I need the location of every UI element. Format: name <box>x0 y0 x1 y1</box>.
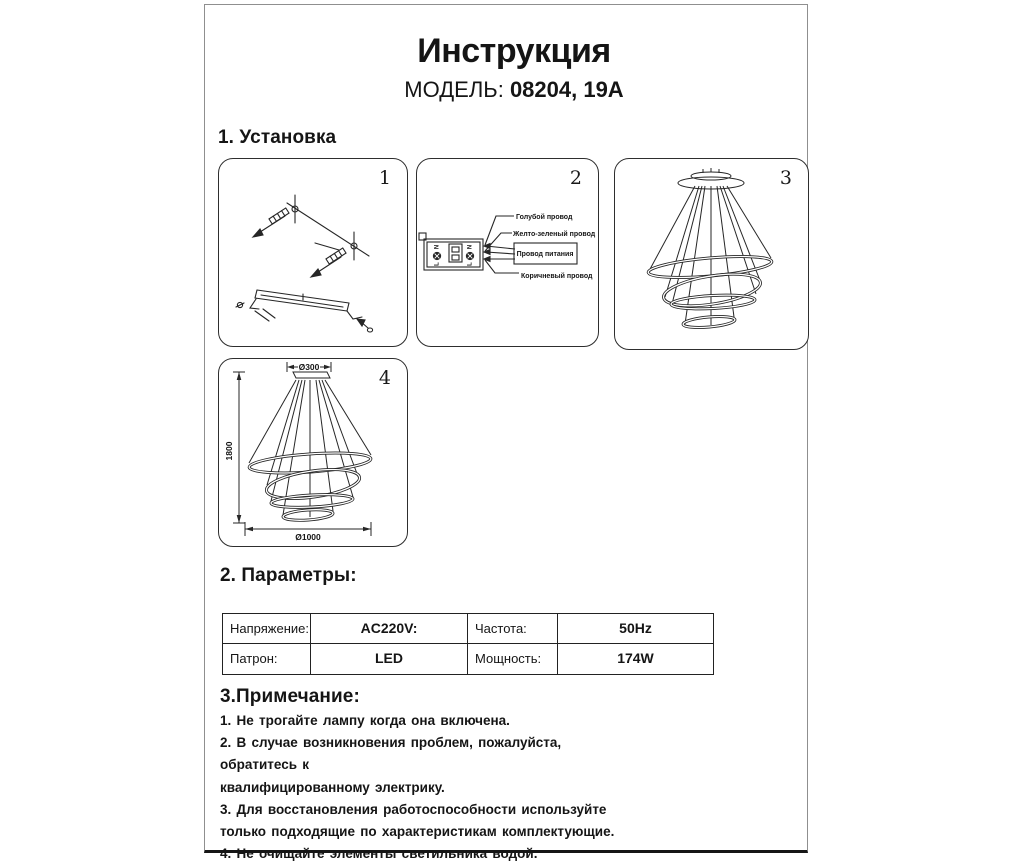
param-value-cell: 174W <box>617 650 654 666</box>
wire-label-power: Провод питания <box>516 251 574 258</box>
param-value-cell: LED <box>311 644 468 674</box>
dim-canopy-label: Ø300 <box>298 362 320 372</box>
param-label-cell: Частота: <box>468 614 558 644</box>
model-label: МОДЕЛЬ: <box>404 77 504 102</box>
param-label-cell: Мощность: <box>468 644 558 674</box>
param-label-cell: Патрон: <box>223 644 311 674</box>
notes-list <box>220 710 640 865</box>
page-title: Инструкция <box>417 32 611 70</box>
panel-number: 4 <box>378 367 391 389</box>
section-install-heading: 1. Установка <box>218 127 337 148</box>
panel-chandelier <box>614 158 809 350</box>
wire-label-brown: Коричневый провод <box>521 273 593 280</box>
terminal-l-label: L <box>434 262 441 266</box>
note-line: только подходящие по характеристикам комплектующие. <box>220 824 615 840</box>
panel-number: 2 <box>569 167 582 189</box>
wire-label-yellow-green: Желто-зеленый провод <box>513 231 596 238</box>
model-line <box>221 75 807 105</box>
dim-height-label: 1800 <box>224 441 234 461</box>
terminal-n-label: N <box>434 244 441 250</box>
terminal-n-label: N <box>467 244 474 250</box>
panel-dimensions <box>218 358 408 547</box>
params-table <box>222 613 714 675</box>
note-line: 3. Для восстановления работоспособности используйте <box>220 801 607 817</box>
model-value: 08204, 19A <box>509 77 624 102</box>
note-line: квалифицированному электрику. <box>220 779 445 795</box>
section-params-heading: 2. Параметры: <box>220 565 357 586</box>
param-value-cell: 50Hz <box>558 614 713 644</box>
panel-number: 3 <box>779 167 792 189</box>
panel-wiring <box>416 158 599 347</box>
panel-number: 1 <box>378 167 391 189</box>
note-line: 4. Не очищайте элементы светильника водой. <box>220 846 538 862</box>
dim-ring-label: Ø1000 <box>295 532 321 542</box>
wire-label-blue: Голубой провод <box>516 214 573 221</box>
panel-mounting <box>218 158 408 347</box>
param-value-cell: AC220V: <box>311 614 468 644</box>
document-page <box>204 4 808 862</box>
note-line: 1. Не трогайте лампу когда она включена. <box>220 713 510 728</box>
param-label-cell: Напряжение: <box>223 614 311 644</box>
note-line: 2. В случае возникновения проблем, пожалуйста, обратитесь к <box>220 735 562 773</box>
document-header <box>205 31 807 105</box>
section-notes-heading: 3.Примечание: <box>220 686 360 707</box>
terminal-l-label: L <box>467 262 474 266</box>
